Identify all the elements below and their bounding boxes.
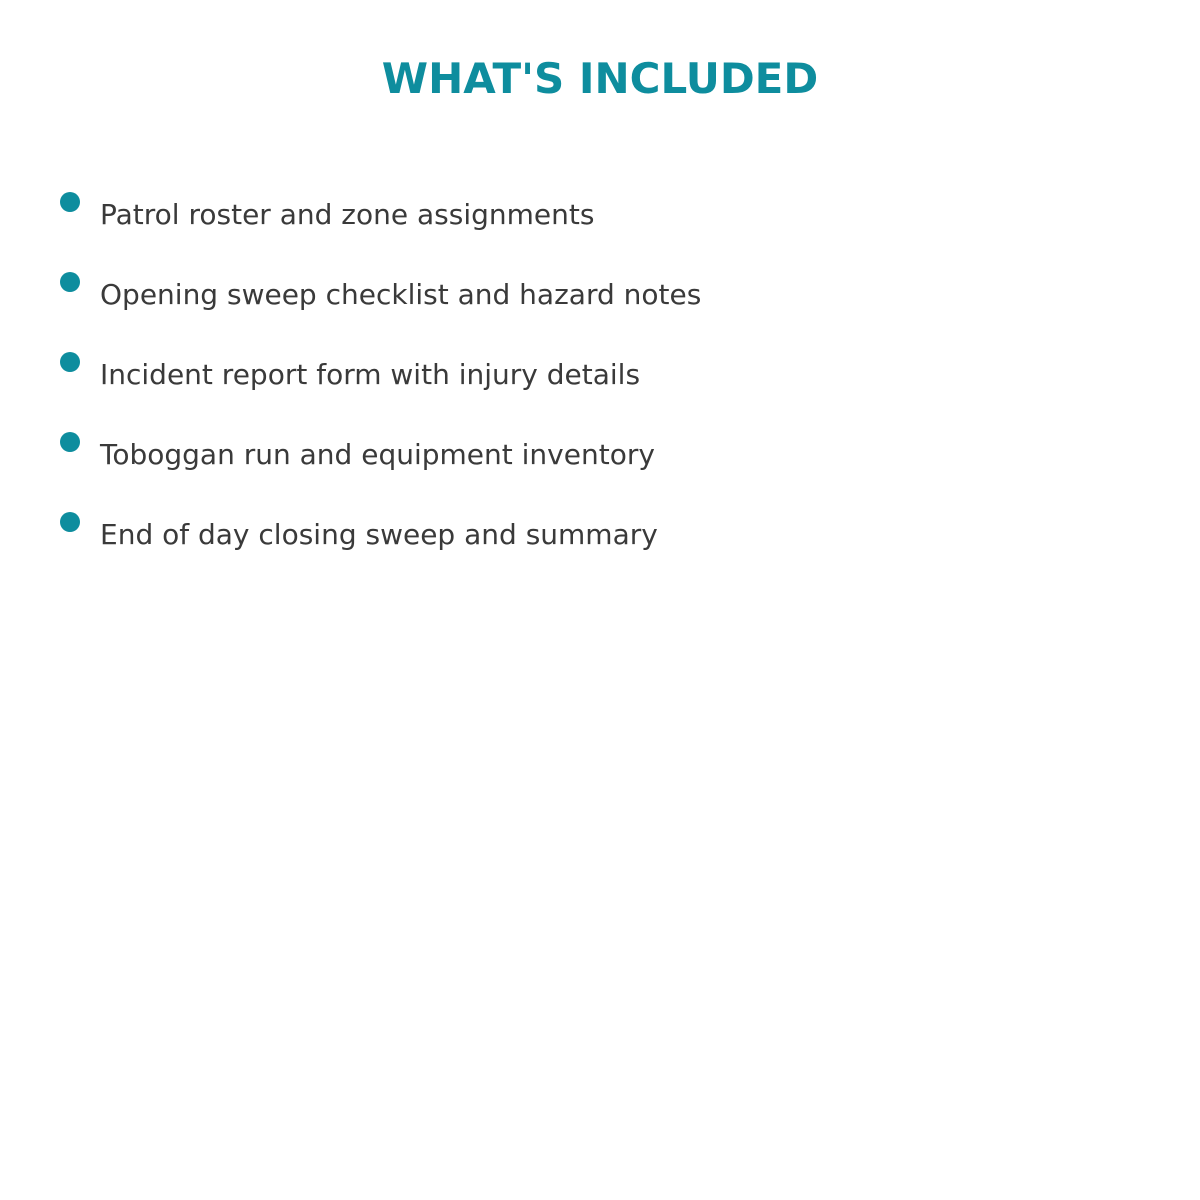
bullet-icon (60, 432, 80, 452)
list-item (60, 192, 1160, 272)
list-item-text: Incident report form with injury details (100, 358, 641, 391)
bullet-icon (60, 272, 80, 292)
list-item-text: Opening sweep checklist and hazard notes (100, 278, 702, 311)
bullet-icon (60, 352, 80, 372)
list-item (60, 272, 1160, 352)
list-item (60, 352, 1160, 432)
bullet-icon (60, 192, 80, 212)
page-title: WHAT'S INCLUDED (381, 54, 819, 103)
list-item-text: Toboggan run and equipment inventory (100, 438, 655, 471)
list-item-text: End of day closing sweep and summary (100, 518, 658, 551)
included-list (60, 192, 1160, 592)
list-item (60, 512, 1160, 592)
bullet-icon (60, 512, 80, 532)
list-item-text: Patrol roster and zone assignments (100, 198, 595, 231)
list-item (60, 432, 1160, 512)
